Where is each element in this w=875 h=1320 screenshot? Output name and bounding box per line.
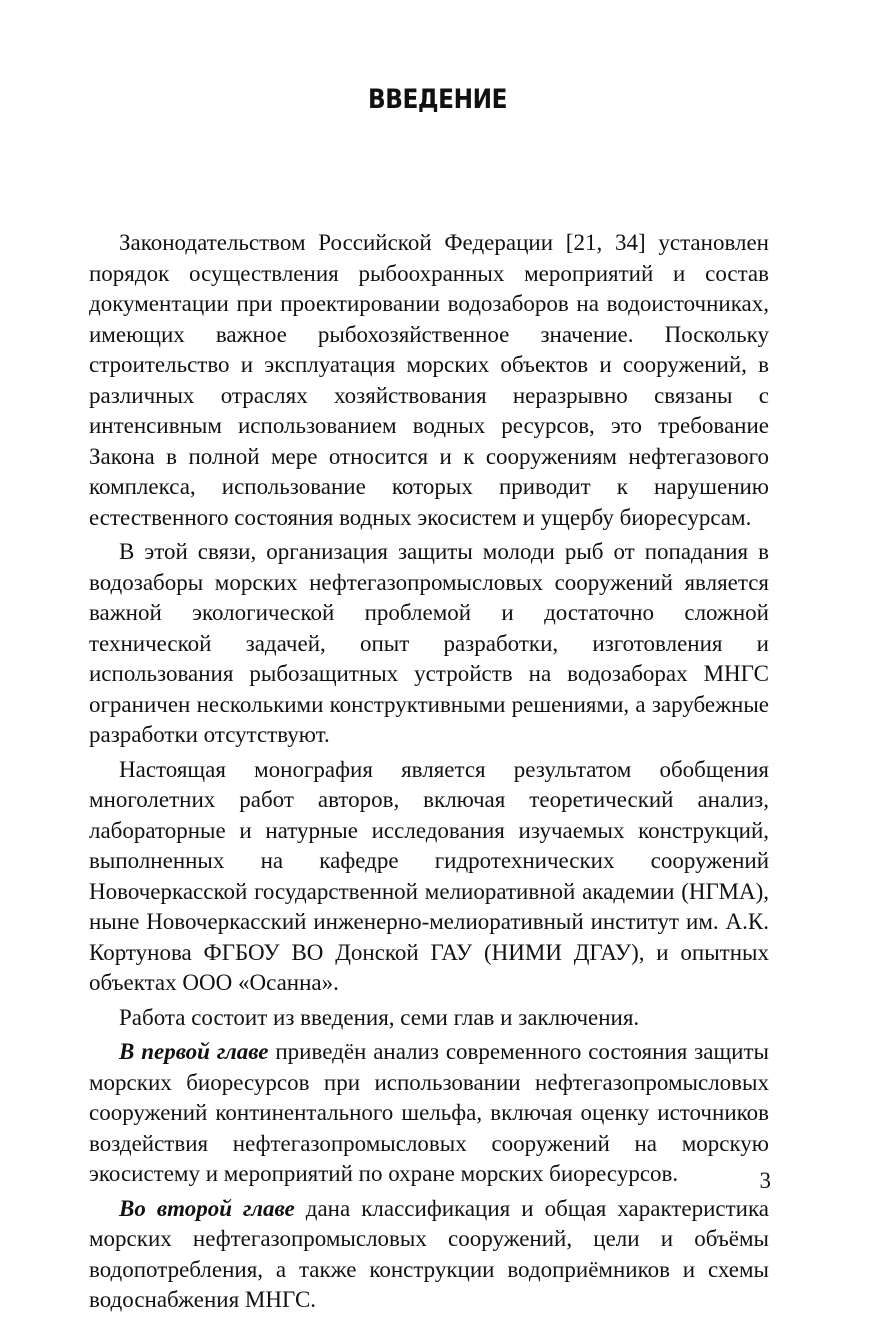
paragraph-5-text: приведён анализ современного состояния защиты морских биоресурсов при использовании нефтегазопромысловых сооружений континентального шельфа, включая оценку источников воздействия нефтегазопромысловых сооружений на морскую экосистему и мероприятий по охране морских биоресурсов. <box>89 1039 769 1186</box>
paragraph-3-text: Настоящая монография является результатом обобщения многолетних работ авторов, включая теоретический анализ, лабораторные и натурные исследования изучаемых конструкций, выполненных на кафедре гидротехнических сооружений Новочеркасской государственной мелиоративной академии (НГМА), ныне Новочеркасский инженерно-мелиоративный институт им. А.К. Кортунова ФГБОУ ВО Донской ГАУ (НИМИ ДГАУ), и опытных объектах ООО «Осанна». <box>89 756 769 995</box>
paragraph-5 <box>89 1037 769 1190</box>
paragraph-6-text: дана классификация и общая характеристика морских нефтегазопромысловых сооружений, цели и объёмы водопотребления, а также конструкции водоприёмников и схемы водоснабжения МНГС. <box>89 1195 769 1312</box>
paragraph-3 <box>89 755 769 999</box>
paragraph-6 <box>89 1194 769 1316</box>
page-number: 3 <box>759 1168 771 1193</box>
paragraph-4 <box>89 1003 769 1034</box>
paragraph-5-lead: В первой главе <box>119 1039 269 1064</box>
paragraph-2 <box>89 537 769 751</box>
chapter-heading: ВВЕДЕНИЕ <box>367 84 508 115</box>
paragraph-2-text: В этой связи, организация защиты молоди рыб от попадания в водозаборы морских нефтегазопромысловых сооружений является важной экологической проблемой и достаточно сложной технической задачей, опыт разработки, изготовления и использования рыбозащитных устройств на водозаборах МНГС ограничен несколькими конструктивными решениями, а зарубежные разработки отсутствуют. <box>89 539 769 747</box>
paragraph-4-text: Работа состоит из введения, семи глав и заключения. <box>119 1004 640 1030</box>
paragraph-1 <box>89 228 769 533</box>
body-text <box>89 228 769 1320</box>
paragraph-6-lead: Во второй главе <box>119 1195 295 1221</box>
paragraph-1-text: Законодательством Российской Федерации [21, 34] установлен порядок осуществления рыбоохранных мероприятий и состав документации при проектировании водозаборов на водоисточниках, имеющих важное рыбохозяйственное значение. Поскольку строительство и эксплуатация морских объектов и сооружений, в различных отраслях хозяйствования неразрывно связаны с интенсивным использованием водных ресурсов, это требование Закона в полной мере относится и к сооружениям нефтегазового комплекса, использование которых приводит к нарушению естественного состояния водных экосистем и ущербу биоресурсам. <box>89 230 769 530</box>
